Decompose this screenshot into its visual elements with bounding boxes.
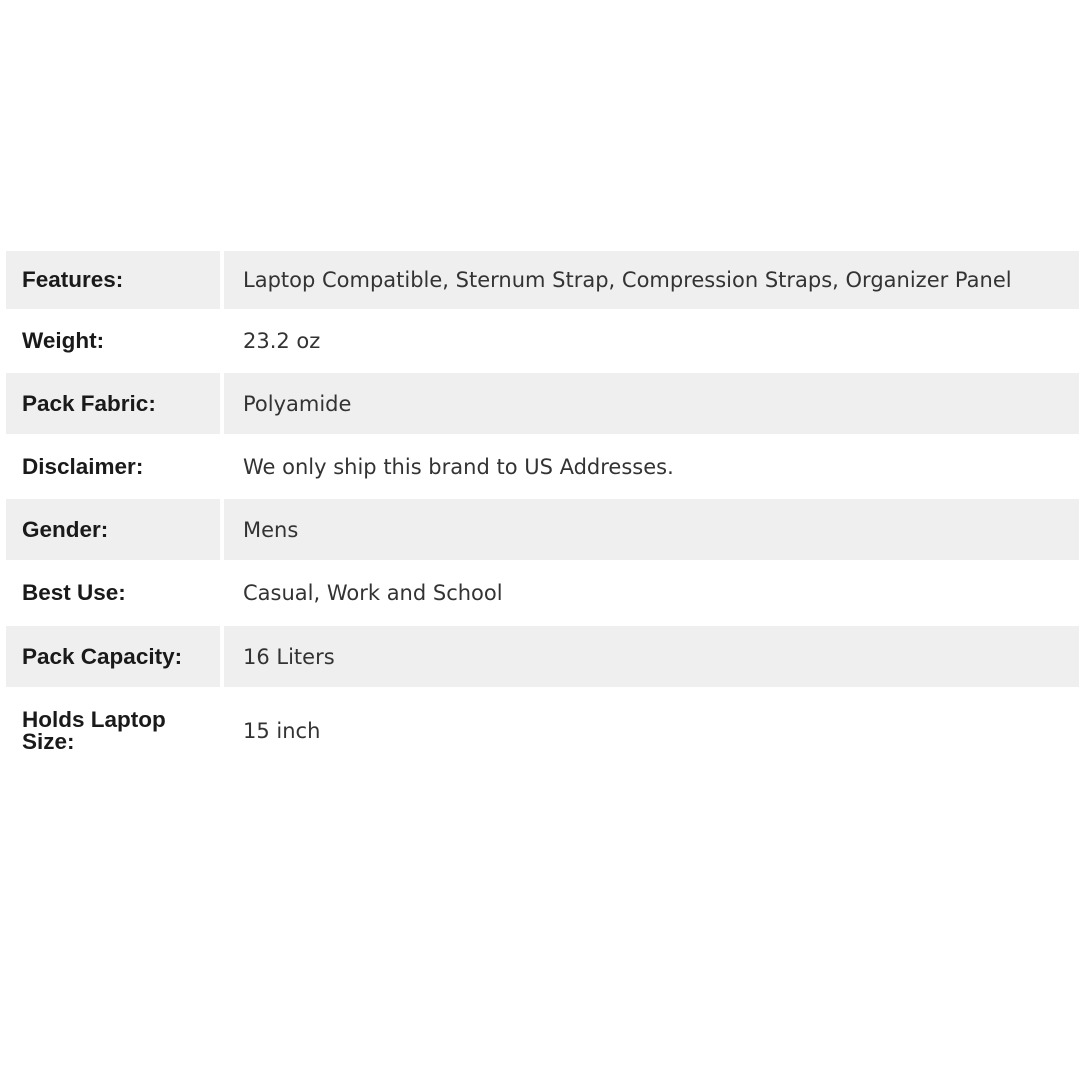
spec-row-gender <box>6 499 1079 560</box>
spec-label: Disclaimer: <box>22 453 144 479</box>
spec-label: Holds Laptop Size: <box>22 707 166 754</box>
spec-label: Best Use: <box>22 580 126 605</box>
spec-row-pack-fabric <box>6 373 1079 434</box>
spec-label: Features: <box>6 251 220 309</box>
spec-label: Pack Capacity: <box>6 626 220 687</box>
spec-value: Mens <box>224 499 1079 560</box>
spec-row-best-use <box>6 560 1079 626</box>
product-specs-table <box>6 251 1079 775</box>
spec-row-features <box>6 251 1079 309</box>
spec-row-disclaimer <box>6 434 1079 499</box>
spec-value: Polyamide <box>224 373 1079 434</box>
spec-value: Laptop Compatible, Sternum Strap, Compression Straps, Organizer Panel <box>224 251 1079 309</box>
spec-label: Gender: <box>6 499 220 560</box>
spec-value: 16 Liters <box>224 626 1079 687</box>
spec-value: 15 inch <box>243 719 321 743</box>
spec-row-holds-laptop-size <box>6 687 1079 775</box>
spec-value: Casual, Work and School <box>243 581 503 605</box>
spec-row-weight <box>6 309 1079 373</box>
spec-label: Pack Fabric: <box>6 373 220 434</box>
spec-row-pack-capacity <box>6 626 1079 687</box>
spec-value: We only ship this brand to US Addresses. <box>243 454 674 479</box>
spec-label: Weight: <box>22 328 105 353</box>
spec-value: 23.2 oz <box>243 329 321 353</box>
